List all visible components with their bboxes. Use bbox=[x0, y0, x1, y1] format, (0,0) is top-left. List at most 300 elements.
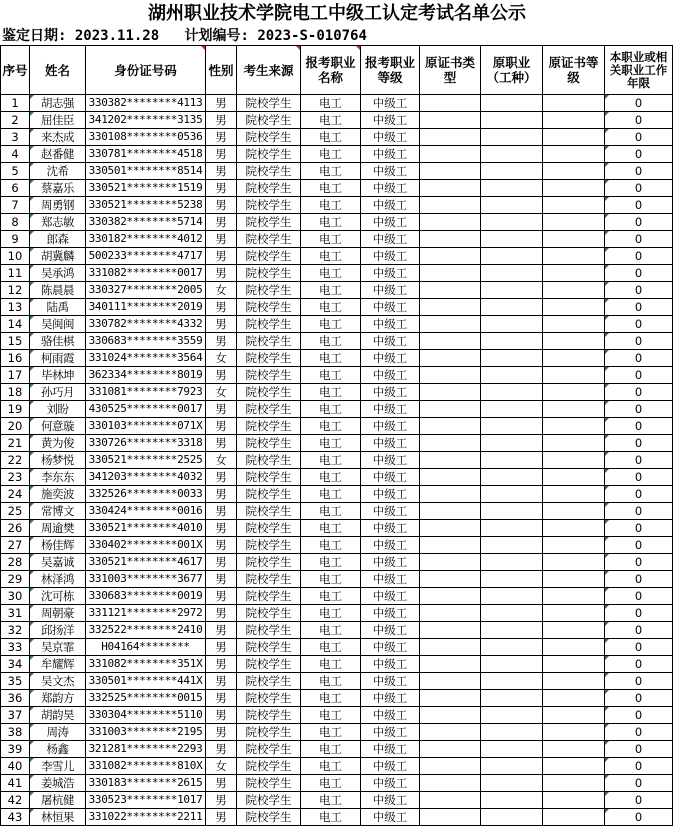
cell-name: 周涛 bbox=[30, 724, 86, 741]
cell-work-years: 0 bbox=[605, 605, 673, 622]
cell-id-number: 330726********3318 bbox=[86, 435, 206, 452]
cell-job-name: 电工 bbox=[301, 639, 361, 656]
cell-cert-level bbox=[543, 146, 605, 163]
cell-seq: 25 bbox=[1, 503, 30, 520]
cell-job-level: 中级工 bbox=[361, 214, 420, 231]
table-row bbox=[1, 469, 673, 486]
cell-id-number: 330108********0536 bbox=[86, 129, 206, 146]
cell-source: 院校学生 bbox=[237, 724, 301, 741]
cell-orig-job bbox=[481, 350, 543, 367]
cell-orig-job bbox=[481, 588, 543, 605]
cell-work-years: 0 bbox=[605, 520, 673, 537]
cell-source: 院校学生 bbox=[237, 639, 301, 656]
cell-name: 黄为俊 bbox=[30, 435, 86, 452]
cell-gender: 男 bbox=[206, 367, 237, 384]
cell-orig-job bbox=[481, 690, 543, 707]
cell-cert-level bbox=[543, 248, 605, 265]
table-header-row bbox=[1, 46, 673, 95]
cell-cert-type bbox=[420, 316, 481, 333]
cell-gender: 男 bbox=[206, 112, 237, 129]
cell-gender: 男 bbox=[206, 146, 237, 163]
cell-gender: 男 bbox=[206, 639, 237, 656]
cell-cert-level bbox=[543, 231, 605, 248]
cell-seq: 38 bbox=[1, 724, 30, 741]
cell-id-number: 332525********0015 bbox=[86, 690, 206, 707]
cell-cert-type bbox=[420, 588, 481, 605]
cell-orig-job bbox=[481, 180, 543, 197]
cell-job-name: 电工 bbox=[301, 401, 361, 418]
cell-gender: 男 bbox=[206, 316, 237, 333]
cell-gender: 男 bbox=[206, 741, 237, 758]
cell-work-years: 0 bbox=[605, 775, 673, 792]
cell-seq: 40 bbox=[1, 758, 30, 775]
cell-name: 沈可栋 bbox=[30, 588, 86, 605]
cell-cert-type bbox=[420, 809, 481, 826]
cell-work-years: 0 bbox=[605, 112, 673, 129]
cell-job-name: 电工 bbox=[301, 316, 361, 333]
cell-name: 孙巧月 bbox=[30, 384, 86, 401]
cell-name: 吴文杰 bbox=[30, 673, 86, 690]
cell-cert-level bbox=[543, 673, 605, 690]
cell-orig-job bbox=[481, 758, 543, 775]
cell-orig-job bbox=[481, 605, 543, 622]
cell-cert-level bbox=[543, 605, 605, 622]
cell-name: 吴承鸿 bbox=[30, 265, 86, 282]
cell-cert-type bbox=[420, 146, 481, 163]
cell-job-name: 电工 bbox=[301, 656, 361, 673]
cell-work-years: 0 bbox=[605, 452, 673, 469]
cell-job-name: 电工 bbox=[301, 146, 361, 163]
cell-source: 院校学生 bbox=[237, 333, 301, 350]
cell-id-number: 330781********4518 bbox=[86, 146, 206, 163]
cell-job-name: 电工 bbox=[301, 588, 361, 605]
cell-gender: 女 bbox=[206, 758, 237, 775]
cell-cert-level bbox=[543, 775, 605, 792]
cell-name: 柯雨霞 bbox=[30, 350, 86, 367]
cell-job-level: 中级工 bbox=[361, 146, 420, 163]
cell-job-name: 电工 bbox=[301, 469, 361, 486]
cell-job-name: 电工 bbox=[301, 384, 361, 401]
cell-gender: 男 bbox=[206, 486, 237, 503]
cell-gender: 男 bbox=[206, 656, 237, 673]
cell-seq: 15 bbox=[1, 333, 30, 350]
cell-name: 林恒果 bbox=[30, 809, 86, 826]
cell-orig-job bbox=[481, 809, 543, 826]
cell-cert-level bbox=[543, 741, 605, 758]
cell-cert-level bbox=[543, 163, 605, 180]
cell-job-name: 电工 bbox=[301, 605, 361, 622]
cell-cert-level bbox=[543, 112, 605, 129]
cell-job-level: 中级工 bbox=[361, 333, 420, 350]
cell-cert-type bbox=[420, 214, 481, 231]
cell-job-level: 中级工 bbox=[361, 180, 420, 197]
cell-job-level: 中级工 bbox=[361, 248, 420, 265]
cell-cert-type bbox=[420, 231, 481, 248]
cell-id-number: 330521********4617 bbox=[86, 554, 206, 571]
cell-id-number: 330424********0016 bbox=[86, 503, 206, 520]
cell-cert-level bbox=[543, 622, 605, 639]
cell-job-name: 电工 bbox=[301, 622, 361, 639]
cell-id-number: 331024********3564 bbox=[86, 350, 206, 367]
cell-cert-level bbox=[543, 265, 605, 282]
cell-id-number: 321281********2293 bbox=[86, 741, 206, 758]
cell-cert-type bbox=[420, 741, 481, 758]
cell-source: 院校学生 bbox=[237, 486, 301, 503]
cell-gender: 女 bbox=[206, 452, 237, 469]
cell-id-number: 430525********0017 bbox=[86, 401, 206, 418]
cell-orig-job bbox=[481, 673, 543, 690]
cell-orig-job bbox=[481, 622, 543, 639]
cell-cert-level bbox=[543, 418, 605, 435]
cell-orig-job bbox=[481, 571, 543, 588]
cell-work-years: 0 bbox=[605, 690, 673, 707]
cell-cert-level bbox=[543, 95, 605, 112]
table-row bbox=[1, 690, 673, 707]
cell-work-years: 0 bbox=[605, 316, 673, 333]
table-row bbox=[1, 656, 673, 673]
table-row bbox=[1, 758, 673, 775]
cell-cert-type bbox=[420, 333, 481, 350]
header-job-level: 报考职业等级 bbox=[361, 46, 420, 95]
cell-seq: 11 bbox=[1, 265, 30, 282]
cell-work-years: 0 bbox=[605, 282, 673, 299]
cell-orig-job bbox=[481, 741, 543, 758]
cell-source: 院校学生 bbox=[237, 350, 301, 367]
table-body bbox=[1, 95, 673, 826]
cell-name: 吴闽闽 bbox=[30, 316, 86, 333]
cell-orig-job bbox=[481, 452, 543, 469]
cell-cert-type bbox=[420, 605, 481, 622]
cell-job-name: 电工 bbox=[301, 673, 361, 690]
cell-source: 院校学生 bbox=[237, 418, 301, 435]
cell-orig-job bbox=[481, 486, 543, 503]
cell-name: 周勇钢 bbox=[30, 197, 86, 214]
cell-name: 何意璇 bbox=[30, 418, 86, 435]
cell-source: 院校学生 bbox=[237, 401, 301, 418]
cell-orig-job bbox=[481, 197, 543, 214]
cell-source: 院校学生 bbox=[237, 435, 301, 452]
cell-id-number: 332526********0033 bbox=[86, 486, 206, 503]
cell-cert-type bbox=[420, 673, 481, 690]
cell-orig-job bbox=[481, 214, 543, 231]
cell-job-level: 中级工 bbox=[361, 384, 420, 401]
cell-work-years: 0 bbox=[605, 707, 673, 724]
cell-seq: 26 bbox=[1, 520, 30, 537]
cell-cert-level bbox=[543, 129, 605, 146]
cell-cert-level bbox=[543, 367, 605, 384]
cell-seq: 29 bbox=[1, 571, 30, 588]
cell-gender: 男 bbox=[206, 775, 237, 792]
cell-work-years: 0 bbox=[605, 384, 673, 401]
cell-job-name: 电工 bbox=[301, 758, 361, 775]
cell-orig-job bbox=[481, 333, 543, 350]
table-row bbox=[1, 605, 673, 622]
cell-work-years: 0 bbox=[605, 333, 673, 350]
table-row bbox=[1, 792, 673, 809]
cell-id-number: 330103********071X bbox=[86, 418, 206, 435]
cell-job-name: 电工 bbox=[301, 418, 361, 435]
cell-cert-level bbox=[543, 452, 605, 469]
cell-gender: 男 bbox=[206, 197, 237, 214]
cell-orig-job bbox=[481, 316, 543, 333]
cell-cert-type bbox=[420, 639, 481, 656]
cell-seq: 16 bbox=[1, 350, 30, 367]
cell-seq: 42 bbox=[1, 792, 30, 809]
table-row bbox=[1, 435, 673, 452]
cell-orig-job bbox=[481, 724, 543, 741]
table-row bbox=[1, 350, 673, 367]
cell-cert-type bbox=[420, 367, 481, 384]
cell-cert-level bbox=[543, 656, 605, 673]
cell-id-number: 330683********3559 bbox=[86, 333, 206, 350]
cell-job-name: 电工 bbox=[301, 367, 361, 384]
cell-id-number: 330521********1519 bbox=[86, 180, 206, 197]
cell-job-level: 中级工 bbox=[361, 401, 420, 418]
cell-name: 屈佳臣 bbox=[30, 112, 86, 129]
cell-job-name: 电工 bbox=[301, 554, 361, 571]
cell-source: 院校学生 bbox=[237, 571, 301, 588]
cell-cert-level bbox=[543, 537, 605, 554]
cell-gender: 男 bbox=[206, 231, 237, 248]
cell-seq: 14 bbox=[1, 316, 30, 333]
cell-seq: 27 bbox=[1, 537, 30, 554]
table-row bbox=[1, 537, 673, 554]
date-label: 鉴定日期: bbox=[2, 28, 67, 44]
cell-name: 周逾樊 bbox=[30, 520, 86, 537]
cell-seq: 35 bbox=[1, 673, 30, 690]
cell-cert-type bbox=[420, 758, 481, 775]
cell-source: 院校学生 bbox=[237, 656, 301, 673]
table-row bbox=[1, 299, 673, 316]
cell-seq: 33 bbox=[1, 639, 30, 656]
cell-orig-job bbox=[481, 231, 543, 248]
cell-job-level: 中级工 bbox=[361, 741, 420, 758]
cell-id-number: 330382********5714 bbox=[86, 214, 206, 231]
header-id-number: 身份证号码 bbox=[86, 46, 206, 95]
cell-orig-job bbox=[481, 707, 543, 724]
cell-id-number: 330521********2525 bbox=[86, 452, 206, 469]
cell-job-level: 中级工 bbox=[361, 707, 420, 724]
cell-job-level: 中级工 bbox=[361, 758, 420, 775]
cell-seq: 32 bbox=[1, 622, 30, 639]
table-row bbox=[1, 486, 673, 503]
exam-meta bbox=[2, 27, 367, 45]
cell-work-years: 0 bbox=[605, 486, 673, 503]
cell-job-level: 中级工 bbox=[361, 605, 420, 622]
cell-id-number: 340111********2019 bbox=[86, 299, 206, 316]
cell-id-number: 331003********3677 bbox=[86, 571, 206, 588]
cell-job-level: 中级工 bbox=[361, 112, 420, 129]
cell-job-level: 中级工 bbox=[361, 282, 420, 299]
cell-job-level: 中级工 bbox=[361, 571, 420, 588]
cell-cert-level bbox=[543, 690, 605, 707]
cell-seq: 31 bbox=[1, 605, 30, 622]
cell-cert-level bbox=[543, 571, 605, 588]
cell-id-number: 331121********2972 bbox=[86, 605, 206, 622]
cell-orig-job bbox=[481, 639, 543, 656]
cell-work-years: 0 bbox=[605, 571, 673, 588]
cell-work-years: 0 bbox=[605, 418, 673, 435]
cell-id-number: 330521********4010 bbox=[86, 520, 206, 537]
cell-work-years: 0 bbox=[605, 231, 673, 248]
cell-orig-job bbox=[481, 401, 543, 418]
cell-cert-level bbox=[543, 214, 605, 231]
cell-gender: 男 bbox=[206, 520, 237, 537]
cell-id-number: 330304********5110 bbox=[86, 707, 206, 724]
cell-seq: 17 bbox=[1, 367, 30, 384]
cell-cert-level bbox=[543, 350, 605, 367]
cell-id-number: 331082********0017 bbox=[86, 265, 206, 282]
cell-cert-type bbox=[420, 435, 481, 452]
table-row bbox=[1, 129, 673, 146]
cell-orig-job bbox=[481, 469, 543, 486]
cell-work-years: 0 bbox=[605, 673, 673, 690]
cell-work-years: 0 bbox=[605, 537, 673, 554]
cell-gender: 男 bbox=[206, 214, 237, 231]
cell-name: 毕林坤 bbox=[30, 367, 86, 384]
cell-seq: 3 bbox=[1, 129, 30, 146]
cell-work-years: 0 bbox=[605, 503, 673, 520]
cell-work-years: 0 bbox=[605, 622, 673, 639]
cell-cert-type bbox=[420, 180, 481, 197]
cell-orig-job bbox=[481, 282, 543, 299]
cell-cert-level bbox=[543, 792, 605, 809]
cell-seq: 34 bbox=[1, 656, 30, 673]
cell-job-level: 中级工 bbox=[361, 350, 420, 367]
cell-id-number: 500233********4717 bbox=[86, 248, 206, 265]
cell-job-name: 电工 bbox=[301, 265, 361, 282]
cell-job-name: 电工 bbox=[301, 486, 361, 503]
cell-name: 沈希 bbox=[30, 163, 86, 180]
cell-cert-type bbox=[420, 163, 481, 180]
table-row bbox=[1, 316, 673, 333]
cell-id-number: 330402********001X bbox=[86, 537, 206, 554]
cell-cert-level bbox=[543, 809, 605, 826]
cell-job-name: 电工 bbox=[301, 520, 361, 537]
cell-work-years: 0 bbox=[605, 95, 673, 112]
header-seq: 序号 bbox=[1, 46, 30, 95]
cell-name: 邱扬洋 bbox=[30, 622, 86, 639]
cell-gender: 男 bbox=[206, 690, 237, 707]
cell-cert-type bbox=[420, 197, 481, 214]
cell-work-years: 0 bbox=[605, 758, 673, 775]
cell-source: 院校学生 bbox=[237, 384, 301, 401]
candidate-table bbox=[0, 45, 673, 826]
cell-orig-job bbox=[481, 163, 543, 180]
cell-id-number: H04164******** bbox=[86, 639, 206, 656]
cell-seq: 18 bbox=[1, 384, 30, 401]
cell-seq: 39 bbox=[1, 741, 30, 758]
cell-source: 院校学生 bbox=[237, 214, 301, 231]
table-row bbox=[1, 707, 673, 724]
cell-cert-type bbox=[420, 401, 481, 418]
header-source: 考生来源 bbox=[237, 46, 301, 95]
cell-work-years: 0 bbox=[605, 554, 673, 571]
cell-job-name: 电工 bbox=[301, 333, 361, 350]
cell-job-level: 中级工 bbox=[361, 316, 420, 333]
cell-job-name: 电工 bbox=[301, 95, 361, 112]
cell-name: 吴嘉诚 bbox=[30, 554, 86, 571]
cell-id-number: 331003********2195 bbox=[86, 724, 206, 741]
cell-seq: 1 bbox=[1, 95, 30, 112]
cell-id-number: 330521********5238 bbox=[86, 197, 206, 214]
cell-cert-level bbox=[543, 333, 605, 350]
table-row bbox=[1, 197, 673, 214]
cell-work-years: 0 bbox=[605, 401, 673, 418]
cell-work-years: 0 bbox=[605, 588, 673, 605]
cell-seq: 22 bbox=[1, 452, 30, 469]
cell-job-name: 电工 bbox=[301, 741, 361, 758]
cell-work-years: 0 bbox=[605, 469, 673, 486]
cell-source: 院校学生 bbox=[237, 537, 301, 554]
cell-orig-job bbox=[481, 146, 543, 163]
cell-orig-job bbox=[481, 554, 543, 571]
table-row bbox=[1, 384, 673, 401]
cell-orig-job bbox=[481, 248, 543, 265]
cell-cert-level bbox=[543, 554, 605, 571]
plan-number: 2023-S-010764 bbox=[257, 28, 367, 44]
cell-cert-level bbox=[543, 197, 605, 214]
cell-name: 李雪儿 bbox=[30, 758, 86, 775]
cell-cert-level bbox=[543, 401, 605, 418]
cell-gender: 男 bbox=[206, 673, 237, 690]
cell-gender: 女 bbox=[206, 384, 237, 401]
cell-seq: 36 bbox=[1, 690, 30, 707]
cell-job-name: 电工 bbox=[301, 792, 361, 809]
cell-seq: 8 bbox=[1, 214, 30, 231]
table-row bbox=[1, 673, 673, 690]
cell-id-number: 341202********3135 bbox=[86, 112, 206, 129]
cell-seq: 19 bbox=[1, 401, 30, 418]
cell-gender: 男 bbox=[206, 724, 237, 741]
cell-source: 院校学生 bbox=[237, 282, 301, 299]
cell-orig-job bbox=[481, 775, 543, 792]
table-row bbox=[1, 282, 673, 299]
cell-name: 胡志强 bbox=[30, 95, 86, 112]
cell-source: 院校学生 bbox=[237, 520, 301, 537]
cell-job-name: 电工 bbox=[301, 112, 361, 129]
cell-gender: 男 bbox=[206, 571, 237, 588]
cell-gender: 男 bbox=[206, 707, 237, 724]
cell-gender: 男 bbox=[206, 401, 237, 418]
cell-id-number: 330382********4113 bbox=[86, 95, 206, 112]
cell-gender: 男 bbox=[206, 588, 237, 605]
cell-job-name: 电工 bbox=[301, 214, 361, 231]
table-row bbox=[1, 775, 673, 792]
cell-source: 院校学生 bbox=[237, 367, 301, 384]
header-work-years: 本职业或相关职业工作年限 bbox=[605, 46, 673, 95]
cell-cert-type bbox=[420, 282, 481, 299]
cell-cert-level bbox=[543, 299, 605, 316]
cell-job-level: 中级工 bbox=[361, 690, 420, 707]
table-row bbox=[1, 112, 673, 129]
cell-cert-level bbox=[543, 384, 605, 401]
cell-job-name: 电工 bbox=[301, 707, 361, 724]
cell-seq: 28 bbox=[1, 554, 30, 571]
cell-job-name: 电工 bbox=[301, 690, 361, 707]
cell-job-level: 中级工 bbox=[361, 656, 420, 673]
table-row bbox=[1, 741, 673, 758]
cell-name: 杨佳辉 bbox=[30, 537, 86, 554]
cell-cert-type bbox=[420, 350, 481, 367]
cell-source: 院校学生 bbox=[237, 197, 301, 214]
cell-job-name: 电工 bbox=[301, 163, 361, 180]
cell-seq: 10 bbox=[1, 248, 30, 265]
cell-job-level: 中级工 bbox=[361, 622, 420, 639]
cell-orig-job bbox=[481, 418, 543, 435]
cell-cert-level bbox=[543, 707, 605, 724]
table-row bbox=[1, 214, 673, 231]
